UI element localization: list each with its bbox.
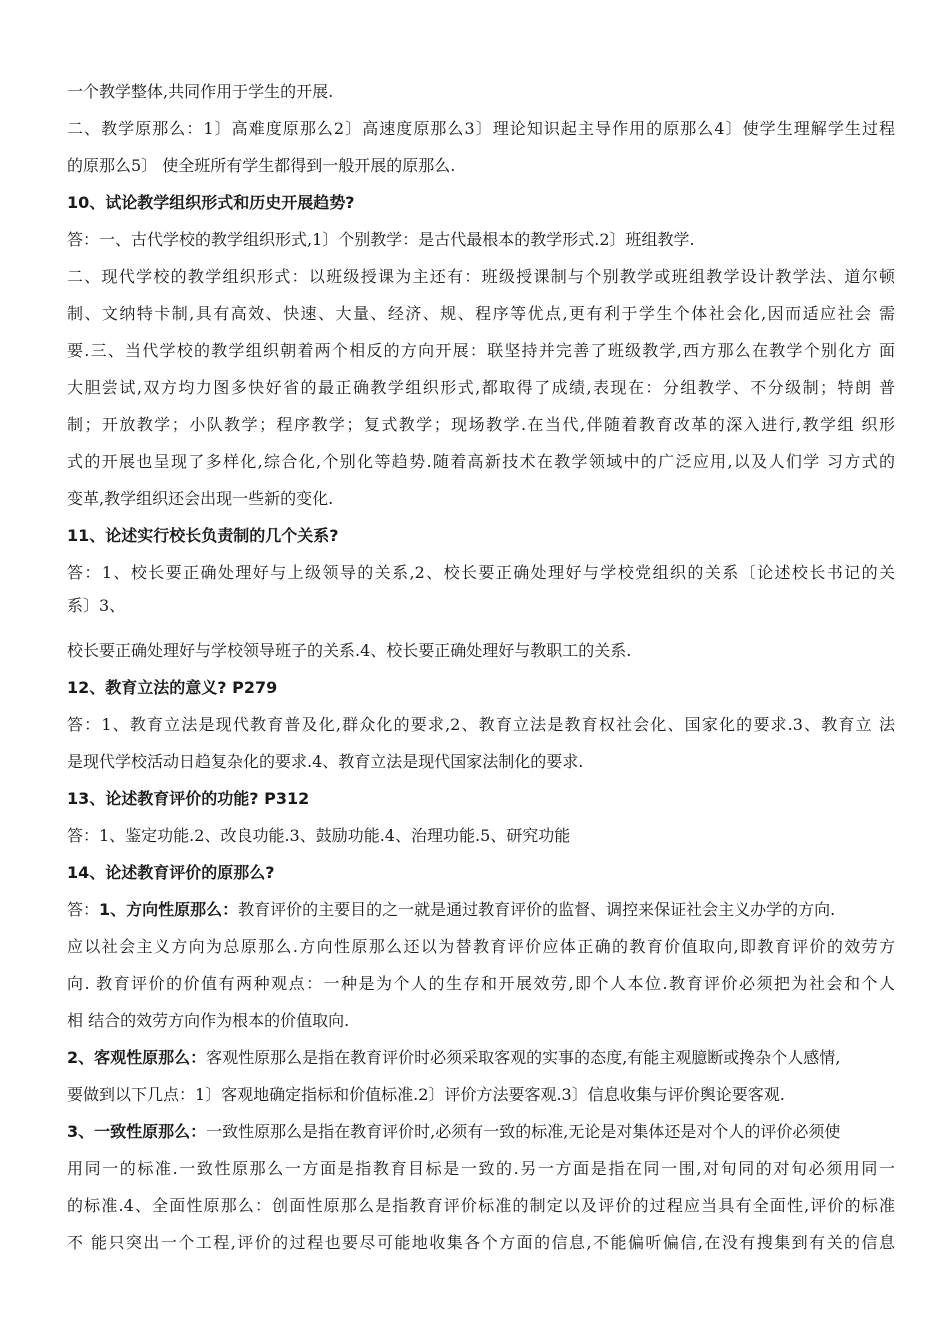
text-line: 式的开展也呈现了多样化,综合化,个别化等趋势.随着高新技术在教学领域中的广泛应用,以及人们学 习方式的	[67, 452, 895, 471]
text-line: 的标准.4、全面性原那么：创面性原那么是指教育评价标准的制定以及评价的过程应当具有全面性,评价的标准	[67, 1196, 895, 1215]
text-line: 大胆尝试,双方均力图多快好省的最正确教学组织形式,都取得了成绩,表现在：分组教学、不分级制；特朗 普	[67, 378, 895, 397]
principle-heading: 1、方向性原那么：	[99, 900, 239, 919]
text-line: 答：1、鉴定功能.2、改良功能.3、鼓励功能.4、治理功能.5、研究功能	[67, 826, 571, 845]
text-line: 二、教学原那么：1〕高难度原那么2〕高速度原那么3〕理论知识起主导作用的原那么4〕使学生理解学生过程	[67, 119, 895, 138]
text-line: 应以社会主义方向为总原那么.方向性原那么还以为替教育评价应体正确的教育价值取向,即教育评价的效劳方	[67, 937, 895, 956]
text-line: 一个教学整体,共同作用于学生的开展.	[67, 82, 334, 101]
principle-heading: 3、一致性原那么：	[67, 1122, 207, 1141]
text-line: 制；开放教学；小队教学；程序教学；复式教学；现场教学.在当代,伴随着教育改革的深入进行,教学组 织形	[67, 415, 895, 434]
text-line	[67, 899, 895, 921]
text-line: 系〕3、	[67, 596, 126, 615]
text-line	[67, 1121, 895, 1143]
answer-prefix: 答：	[67, 900, 100, 919]
question-heading: 12、教育立法的意义? P279	[67, 678, 278, 697]
text-line: 答：一、古代学校的教学组织形式,1〕个别教学：是古代最根本的教学形式.2〕班组教学.	[67, 230, 695, 249]
text-line: 向. 教育评价的价值有两种观点：一种是为个人的生存和开展效劳,即个人本位.教育评价必须把为社会和个人	[67, 974, 895, 993]
text-line: 制、文纳特卡制,具有高效、快速、大量、经济、规、程序等优点,更有利于学生个体社会化,因而适应社会 需	[67, 304, 895, 323]
text-line: 相 结合的效劳方向作为根本的价值取向.	[67, 1011, 350, 1030]
text-run: 教育评价的主要目的之一就是通过教育评价的监督、调控来保证社会主义办学的方向.	[238, 900, 836, 919]
text-line: 不 能只突出一个工程,评价的过程也要尽可能地收集各个方面的信息,不能偏听偏信,在没有搜集到有关的信息	[67, 1233, 895, 1252]
text-line: 用同一的标准.一致性原那么一方面是指教育目标是一致的.另一方面是指在同一围,对旬同的对旬必须用同一	[67, 1159, 895, 1178]
text-line: 变革,教学组织还会出现一些新的变化.	[67, 489, 334, 508]
question-heading: 11、论述实行校长负责制的几个关系?	[67, 526, 339, 545]
question-heading: 10、试论教学组织形式和历史开展趋势?	[67, 193, 355, 212]
text-line	[67, 1047, 895, 1069]
text-run: 一致性原那么是指在教育评价时,必须有一致的标准,无论是对集体还是对个人的评价必须使	[206, 1122, 841, 1141]
text-line: 校长要正确处理好与学校领导班子的关系.4、校长要正确处理好与教职工的关系.	[67, 641, 632, 660]
text-run: 客观性原那么是指在教育评价时必须采取客观的实事的态度,有能主观臆断或搀杂个人感情,	[206, 1048, 841, 1067]
text-line: 答：1、教育立法是现代教育普及化,群众化的要求,2、教育立法是教育权社会化、国家化的要求.3、教育立 法	[67, 715, 895, 734]
question-heading: 13、论述教育评价的功能? P312	[67, 789, 310, 808]
text-line: 二、现代学校的教学组织形式：以班级授课为主还有：班级授课制与个别教学或班组教学设计教学法、道尔顿	[67, 267, 895, 286]
text-line: 的原那么5〕 使全班所有学生都得到一般开展的原那么.	[67, 156, 456, 175]
question-heading: 14、论述教育评价的原那么?	[67, 863, 275, 882]
text-line: 要做到以下几点：1〕客观地确定指标和价值标准.2〕评价方法要客观.3〕信息收集与评价舆论要客观.	[67, 1085, 785, 1104]
text-line: 是现代学校活动日趋复杂化的要求.4、教育立法是现代国家法制化的要求.	[67, 752, 584, 771]
text-line: 答：1、校长要正确处理好与上级领导的关系,2、校长要正确处理好与学校党组织的关系〔论述校长书记的关	[67, 563, 895, 582]
principle-heading: 2、客观性原那么：	[67, 1048, 207, 1067]
text-line: 要.三、当代学校的教学组织朝着两个相反的方向开展：联坚持并完善了班级教学,西方那么在教学个别化方 面	[67, 341, 895, 360]
